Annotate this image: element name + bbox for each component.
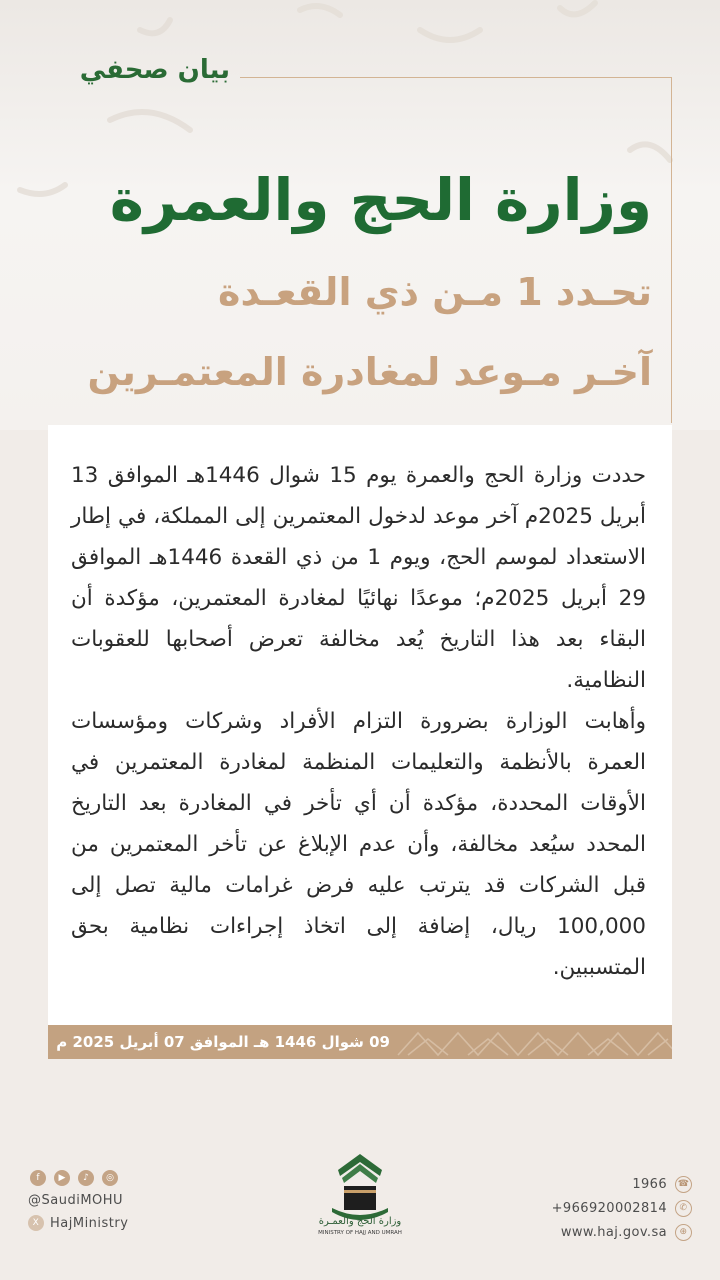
logo-english-text: MINISTRY OF HAJJ AND UMRAH <box>318 1230 402 1236</box>
date-bar <box>48 1025 672 1059</box>
instagram-icon[interactable]: ◎ <box>102 1170 118 1186</box>
subtitle-line-1: تحـدد 1 مـن ذي القعـدة <box>218 270 652 314</box>
phone-full[interactable]: +966920002814 <box>551 1200 667 1216</box>
contact-block <box>512 1172 692 1244</box>
social-icons <box>30 1170 178 1186</box>
globe-icon: ⊕ <box>675 1224 692 1241</box>
phone-icon: ✆ <box>675 1200 692 1217</box>
phone-short[interactable]: 1966 <box>632 1176 667 1192</box>
logo-arabic-text: وزارة الحج والعمـرة <box>318 1216 402 1227</box>
subtitle-line-2: آخـر مـوعد لمغادرة المعتمـرين <box>87 350 652 394</box>
statement-paragraph-2: وأهابت الوزارة بضرورة التزام الأفراد وشركات ومؤسسات العمرة بالأنظمة والتعليمات المنظمة لمغادرة المعتمرين في الأوقات المحددة، مؤكدة أن أي تأخر في المغادرة بعد التاريخ المحدد سيُعد مخالفة، وأن عدم الإبلاغ عن تأخر المعتمرين من قبل الشركات قد يترتب عليه فرض غرامات مالية تصل إلى 100,000 ريال، إضافة إلى اتخاذ إجراءات نظامية بحق المتسببين. <box>71 709 646 980</box>
page-title: وزارة الحج والعمرة <box>109 166 652 234</box>
phone-full-row[interactable] <box>512 1196 692 1220</box>
website-row[interactable] <box>512 1220 692 1244</box>
social-handle[interactable]: @SaudiMOHU <box>28 1193 124 1208</box>
x-icon: X <box>28 1215 44 1231</box>
press-release-label: بيان صحفي <box>79 55 230 85</box>
frame-line-top <box>240 77 672 78</box>
date-text: 09 شوال 1446 هـ الموافق 07 أبريل 2025 م <box>56 1033 390 1051</box>
youtube-icon[interactable]: ▶ <box>54 1170 70 1186</box>
tiktok-icon[interactable]: ♪ <box>78 1170 94 1186</box>
frame-line-right <box>671 77 672 423</box>
phone-short-row[interactable] <box>512 1172 692 1196</box>
statement-paragraph-1: حددت وزارة الحج والعمرة يوم 15 شوال 1446هـ الموافق 13 أبريل 2025م آخر موعد لدخول المعتمرين إلى المملكة، في إطار الاستعداد لموسم الحج، ويوم 1 من ذي القعدة 1446هـ الموافق 29 أبريل 2025م؛ موعدًا نهائيًا لمغادرة المعتمرين، مؤكدة أن البقاء بعد هذا التاريخ يُعد مخالفة تعرض أصحابها للعقوبات النظامية. <box>71 463 646 693</box>
x-handle[interactable]: HajMinistry <box>50 1215 129 1231</box>
ministry-logo <box>318 1150 402 1242</box>
social-block <box>28 1170 178 1231</box>
x-handle-row[interactable] <box>28 1215 178 1231</box>
statement-body <box>71 455 646 988</box>
telephone-icon: ☎ <box>675 1176 692 1193</box>
statement-card <box>48 425 672 1025</box>
facebook-icon[interactable]: f <box>30 1170 46 1186</box>
website-link[interactable]: www.haj.gov.sa <box>560 1224 667 1240</box>
